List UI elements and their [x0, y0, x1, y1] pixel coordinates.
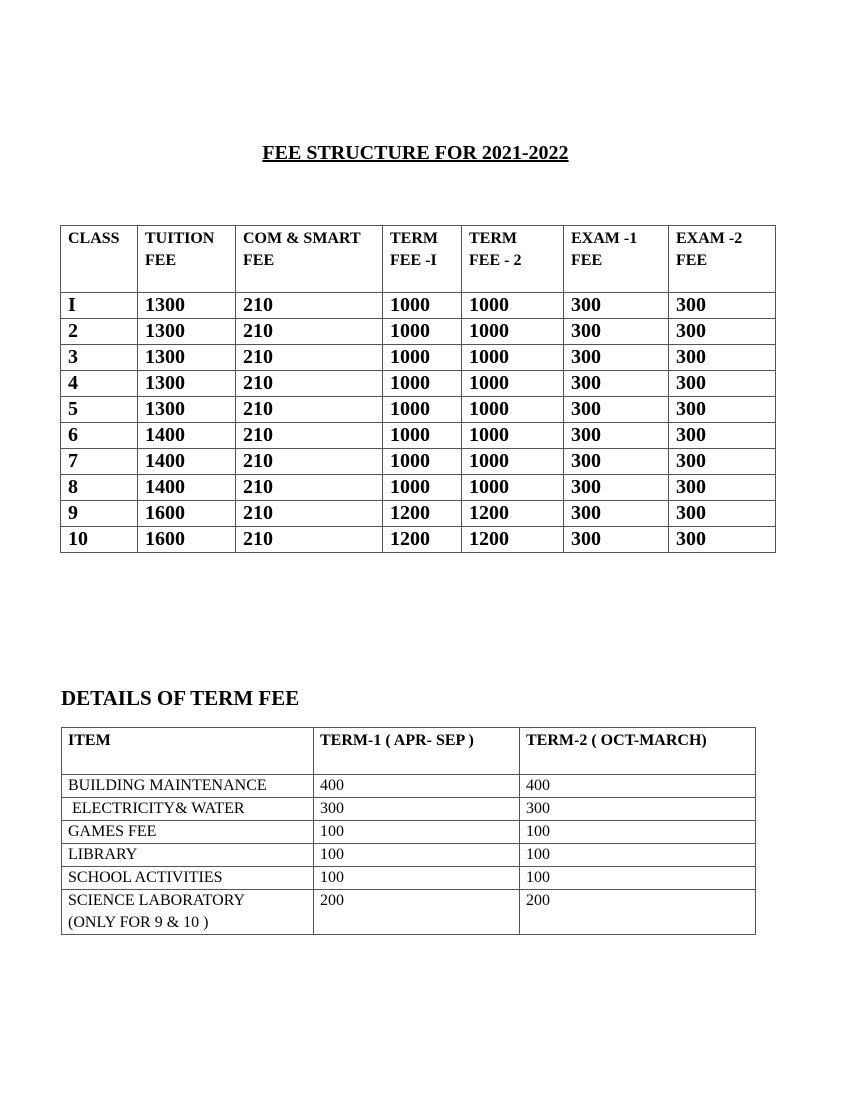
table-cell: 100 [520, 844, 756, 867]
table-cell: 1000 [462, 345, 564, 371]
table-cell: 5 [61, 397, 138, 423]
table-cell: 1400 [138, 449, 236, 475]
table-cell: 300 [669, 527, 776, 553]
table-cell: SCIENCE LABORATORY (ONLY FOR 9 & 10 ) [62, 890, 314, 935]
table-cell: 4 [61, 371, 138, 397]
table-cell: GAMES FEE [62, 821, 314, 844]
table-header-row [62, 728, 756, 775]
table-cell: 300 [669, 293, 776, 319]
table-cell: 210 [236, 449, 383, 475]
table-row [61, 397, 776, 423]
table-cell: 210 [236, 371, 383, 397]
table-cell: 300 [669, 319, 776, 345]
table-cell: 100 [520, 821, 756, 844]
table-cell: 210 [236, 423, 383, 449]
table-cell: 300 [669, 449, 776, 475]
column-header: TERM FEE - 2 [462, 226, 564, 293]
table-cell: 210 [236, 397, 383, 423]
table-cell: 100 [314, 821, 520, 844]
table-cell: 1200 [383, 501, 462, 527]
table-row [61, 319, 776, 345]
table-cell: 2 [61, 319, 138, 345]
table-row [62, 775, 756, 798]
table-cell: 300 [564, 501, 669, 527]
table-row [62, 844, 756, 867]
column-header: TERM-1 ( APR- SEP ) [314, 728, 520, 775]
table-cell: 1000 [462, 371, 564, 397]
table-cell: 1400 [138, 475, 236, 501]
table-cell: 210 [236, 319, 383, 345]
table-cell: ELECTRICITY& WATER [62, 798, 314, 821]
table-cell: 1000 [383, 371, 462, 397]
table-row [61, 345, 776, 371]
table-cell: 1200 [462, 501, 564, 527]
table-row [61, 501, 776, 527]
table-row [62, 798, 756, 821]
table-row [61, 293, 776, 319]
table-header-row [61, 226, 776, 293]
column-header: EXAM -1 FEE [564, 226, 669, 293]
table-cell: 300 [520, 798, 756, 821]
table-row [61, 371, 776, 397]
table-cell: 8 [61, 475, 138, 501]
term-fee-details-table [61, 727, 756, 935]
table-cell: 300 [564, 293, 669, 319]
page-title: FEE STRUCTURE FOR 2021-2022 [262, 142, 569, 164]
table-cell: 9 [61, 501, 138, 527]
table-cell: 1300 [138, 319, 236, 345]
column-header: ITEM [62, 728, 314, 775]
table-cell: 1000 [462, 319, 564, 345]
table-cell: 1000 [383, 319, 462, 345]
table-row [62, 890, 756, 935]
table-cell: 210 [236, 527, 383, 553]
table-cell: 200 [314, 890, 520, 935]
table-cell: 300 [669, 371, 776, 397]
table-cell: 300 [669, 345, 776, 371]
table-cell: 6 [61, 423, 138, 449]
table-cell: 1000 [462, 293, 564, 319]
table-cell: 7 [61, 449, 138, 475]
table-cell: 1000 [462, 397, 564, 423]
column-header: TERM-2 ( OCT-MARCH) [520, 728, 756, 775]
table-cell: 10 [61, 527, 138, 553]
table-cell: 100 [314, 867, 520, 890]
table-cell: 300 [564, 449, 669, 475]
column-header: TERM FEE -I [383, 226, 462, 293]
table-cell: 1600 [138, 501, 236, 527]
table-cell: 300 [564, 371, 669, 397]
column-header: EXAM -2 FEE [669, 226, 776, 293]
table-row [61, 449, 776, 475]
table-cell: 200 [520, 890, 756, 935]
table-cell: 210 [236, 475, 383, 501]
table-cell: 300 [314, 798, 520, 821]
table-cell: 1000 [462, 423, 564, 449]
table-cell: 1600 [138, 527, 236, 553]
column-header: TUITION FEE [138, 226, 236, 293]
table-cell: 300 [669, 475, 776, 501]
table-cell: 3 [61, 345, 138, 371]
table-row [62, 821, 756, 844]
table-cell: 300 [564, 423, 669, 449]
table-cell: 100 [314, 844, 520, 867]
table-row [62, 867, 756, 890]
table-cell: 210 [236, 345, 383, 371]
table-cell: 1000 [383, 423, 462, 449]
table-row [61, 423, 776, 449]
table-cell: 1300 [138, 345, 236, 371]
table-cell: 1000 [383, 293, 462, 319]
column-header: CLASS [61, 226, 138, 293]
table-cell: 1300 [138, 397, 236, 423]
table-cell: LIBRARY [62, 844, 314, 867]
table-cell: 400 [314, 775, 520, 798]
table-cell: 1000 [383, 449, 462, 475]
table-cell: 1400 [138, 423, 236, 449]
table-cell: 300 [564, 527, 669, 553]
table-cell: 210 [236, 293, 383, 319]
table-cell: 1300 [138, 371, 236, 397]
table-cell: 1300 [138, 293, 236, 319]
table-cell: 1000 [383, 475, 462, 501]
table-cell: 300 [564, 475, 669, 501]
table-cell: 1000 [383, 345, 462, 371]
table-row [61, 475, 776, 501]
table-cell: 1200 [462, 527, 564, 553]
table-cell: SCHOOL ACTIVITIES [62, 867, 314, 890]
table-cell: 300 [669, 501, 776, 527]
table-cell: I [61, 293, 138, 319]
table-cell: BUILDING MAINTENANCE [62, 775, 314, 798]
table-cell: 1000 [462, 475, 564, 501]
table-cell: 210 [236, 501, 383, 527]
table-cell: 300 [564, 345, 669, 371]
table-cell: 300 [564, 319, 669, 345]
table-cell: 1000 [462, 449, 564, 475]
fee-structure-table [60, 225, 776, 553]
table-cell: 300 [669, 423, 776, 449]
table-cell: 1200 [383, 527, 462, 553]
table-cell: 1000 [383, 397, 462, 423]
table-cell: 100 [520, 867, 756, 890]
table-cell: 400 [520, 775, 756, 798]
table-cell: 300 [669, 397, 776, 423]
column-header: COM & SMART FEE [236, 226, 383, 293]
table-row [61, 527, 776, 553]
table-cell: 300 [564, 397, 669, 423]
section-heading: DETAILS OF TERM FEE [61, 686, 300, 710]
